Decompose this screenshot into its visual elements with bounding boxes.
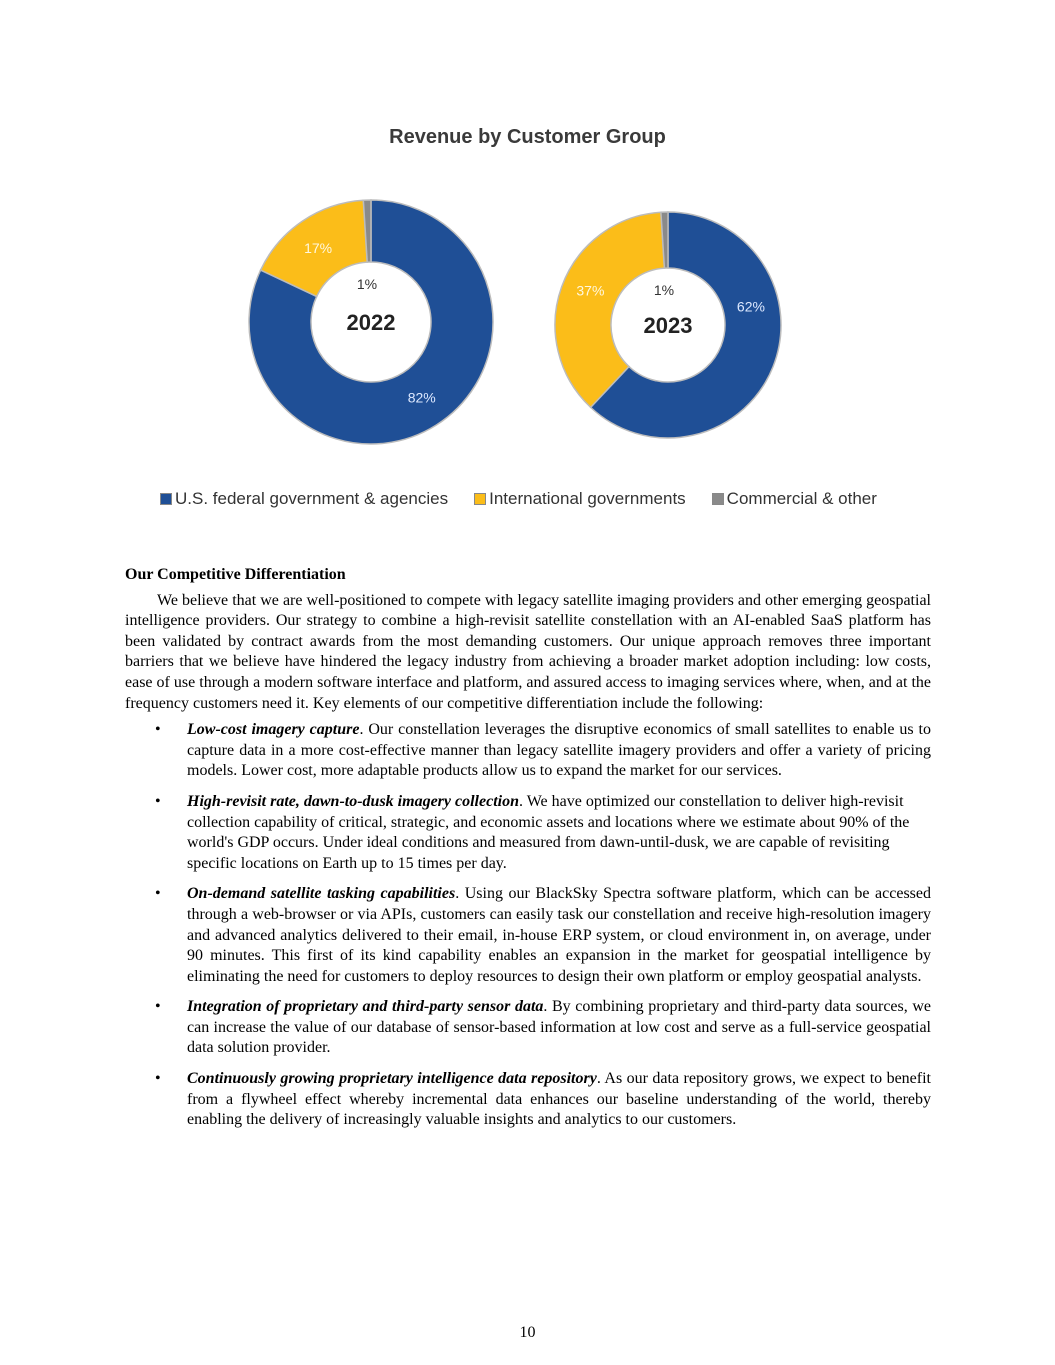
donut-center-label: 2022 — [346, 310, 396, 335]
bullet: • — [155, 998, 161, 1016]
donut-2023 — [555, 212, 781, 438]
legend-swatch — [474, 493, 486, 505]
item-text: . Our constellation leverages the disruptive economics of small satellites to enable us to capture data in a more cost-effective manner than legacy satellite imagery providers and offer a variety of pricing models. Lower cost, more adaptable products allow us to expand the market for our services. — [187, 721, 932, 780]
item-term: On-demand satellite tasking capabilities — [187, 885, 456, 903]
legend-swatch — [160, 493, 172, 505]
item-term: Integration of proprietary and third-party sensor data — [187, 998, 544, 1016]
slice-label: 37% — [576, 282, 605, 299]
section-body — [125, 565, 931, 1141]
chart-legend — [160, 489, 877, 509]
legend-swatch — [712, 493, 724, 505]
legend-label: Commercial & other — [726, 489, 877, 508]
bullet: • — [155, 885, 161, 903]
section-heading: Our Competitive Differentiation — [125, 566, 346, 583]
list-item — [125, 720, 931, 782]
legend-label: U.S. federal government & agencies — [175, 489, 449, 508]
chart-title: Revenue by Customer Group — [389, 126, 666, 148]
item-text: . Using our BlackSky Spectra software platform, which can be accessed through a web-browser or via APIs, customers can easily task our constellation and receive high-resolution imagery and advanced analytics delivered to their email, in-house ERP system, or cloud environment in, on average, under 90 minutes. This first of its kind capability enables an expansion in the market for geospatial intelligence by eliminating the need for customers to deploy resources to design their own platform or employ geospatial analysts. — [187, 885, 931, 985]
bullet: • — [155, 721, 161, 739]
slice-label: 82% — [407, 389, 436, 406]
slice-label: 1% — [356, 276, 378, 292]
item-text: . We have optimized our constellation to deliver high-revisit collection capability of critical, strategic, and economic assets and locations where we estimate about 90% of the world's GDP occurs. Under ideal conditions and measured from dawn-until-dusk, we are capable of revisiting specific locations on Earth up to 15 times per day. — [187, 792, 910, 872]
differentiation-list — [125, 720, 931, 1131]
list-item — [125, 792, 931, 874]
slice-label: 1% — [653, 282, 675, 298]
slice-label: 17% — [304, 239, 333, 256]
page-number: 10 — [519, 1324, 536, 1341]
legend-item — [712, 489, 877, 509]
item-text: . By combining proprietary and third-party data sources, we can increase the value of our database of sensor-based information at low cost and serve as a full-service geospatial data solution provider. — [187, 998, 931, 1057]
list-item — [125, 884, 931, 987]
list-item — [125, 1069, 931, 1131]
bullet: • — [155, 792, 161, 810]
legend-item — [474, 489, 686, 509]
list-item — [125, 997, 931, 1059]
item-term: High-revisit rate, dawn-to-dusk imagery collection — [187, 792, 519, 810]
donut-2022 — [249, 200, 493, 444]
item-term: Continuously growing proprietary intelligence data repository — [187, 1070, 597, 1088]
item-term: Low-cost imagery capture — [187, 721, 360, 739]
legend-label: International governments — [489, 489, 686, 508]
donut-charts — [0, 180, 1055, 470]
legend-item — [160, 489, 448, 509]
donut-center-label: 2023 — [643, 313, 693, 338]
item-text: . As our data repository grows, we expect to benefit from a flywheel effect whereby incremental data enhances our baseline understanding of the world, thereby enabling the delivery of increasingly valuable insights and analytics to our customers. — [187, 1070, 932, 1129]
bullet: • — [155, 1070, 161, 1088]
slice-label: 62% — [736, 298, 765, 315]
intro-paragraph: We believe that we are well-positioned to compete with legacy satellite imaging providers and other emerging geospatial intelligence providers. Our strategy to combine a high-revisit satellite constellation with an AI-enabled SaaS platform has been validated by contract awards from the most demanding customers. Our unique approach removes three important barriers that we believe have hindered the legacy industry from achieving a broader market adoption including: low costs, ease of use through a modern software interface and platform, and assured access to imaging services where, when, and at the frequency customers need it. Key elements of our competitive differentiation include the following: — [125, 591, 931, 712]
